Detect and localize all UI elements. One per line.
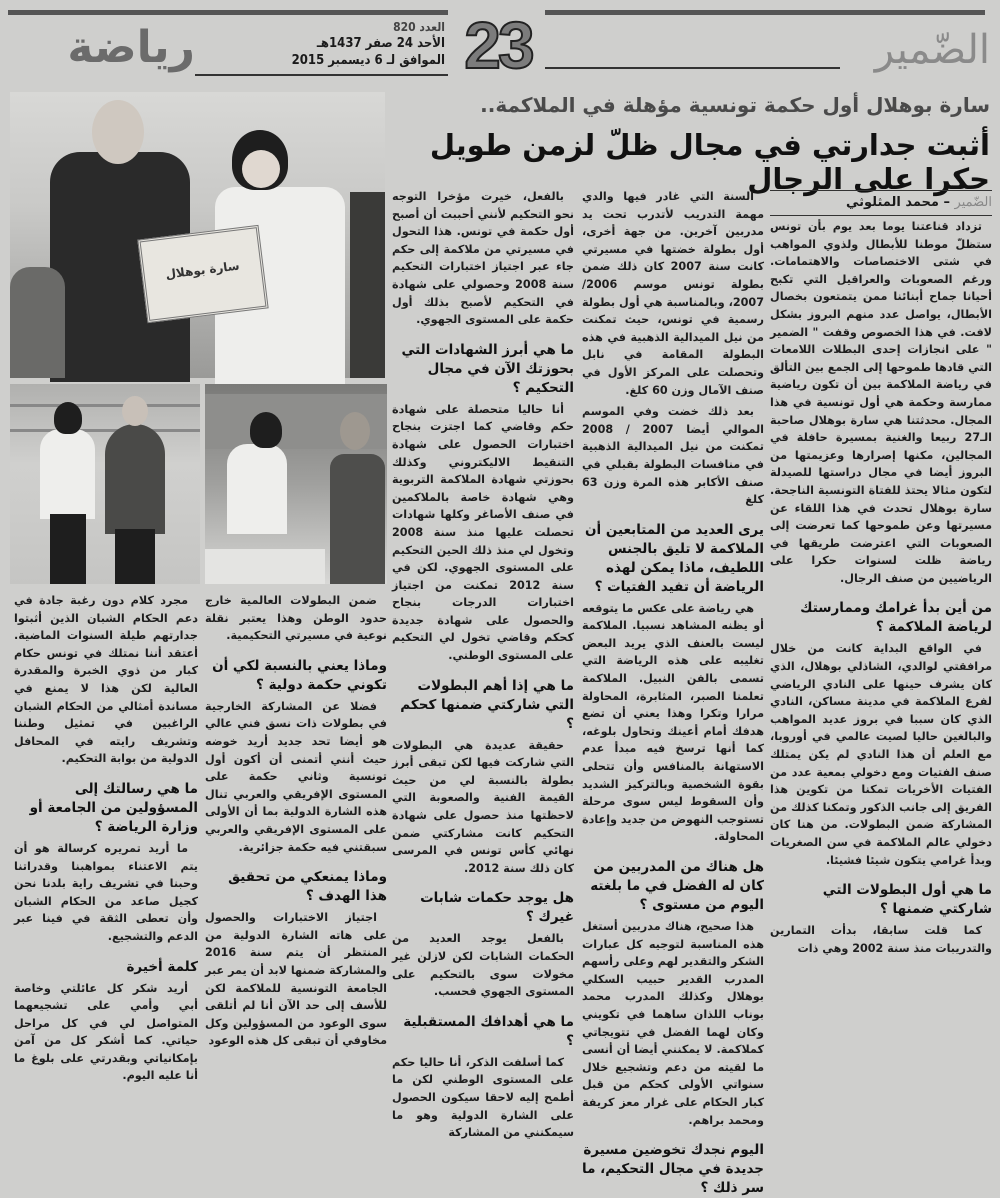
issue-info xyxy=(270,20,445,69)
question-heading: ما هي أول البطولات التي شاركتي ضمنها ؟ xyxy=(822,882,992,918)
question-heading: كلمة أخيرة xyxy=(126,958,198,975)
page-header xyxy=(0,0,1000,88)
photographer-figure xyxy=(350,192,385,378)
section-title: رياضة xyxy=(67,22,195,73)
gregorian-date: الموافق لـ 6 ديسمبر 2015 xyxy=(291,53,445,68)
ring-rope xyxy=(10,429,200,432)
intro-paragraph: تزداد قناعتنا يوما بعد يوم بأن تونس ستظلّ موطنا للأبطال ولذوي المواهب في شتى الاختصاصات والاهتمامات. ورغم الصعوبات والعراقيل التي تكبح أحيانا جماح أبنائنا ممن يتمتعون بخصال الأبطال، يواصل عدد منهم البروز بشكل لافت. في هذا الخصوص وقفت " الضمير " على انجازات إحدى البطلات اللامعات التي قادها طموحها إلى الجمع بين التألق في رياضة الملاكمة بين أن تكون رياضية ممارسة وحكمة هي أول تونسية في هذا المجال. محدثتنا هي سارة بوهلال صاحبة الـ27 ربيعا والغنية بمسيرة حافلة في المجالين، مكنها إصرارها وعزيمتها من البروز أيضا في مجال دراستها للصيدلة لتكون مثالا يحتذ للفتاة التونسية الناجحة. سارة بوهلال تحدث في هذا اللقاء عن مسيرتها وعن طموحها كما تعرضت إلى الصعوبات التي اعترضت طريقها في رياضة ظلت لسنوات حكرا على الرياضيين من صنف الرجال. xyxy=(770,220,992,585)
certificate xyxy=(137,225,268,323)
table xyxy=(205,549,325,584)
man-head-figure xyxy=(92,100,144,164)
answer-paragraph: أريد شكر كل عائلتي وخاصة أبي وأمي على تشجيعهما المتواصل لي في كل مراحل حياتي. كما أشكر كل من آمن بإمكانياتي وبقدرتي على بلوغ ما أنا عليه اليوم. xyxy=(14,981,198,1083)
answer-paragraph: كما قلت سابقا، بدأت التمارين والتدريبات منذ سنة 2002 وهي ذات xyxy=(770,924,992,955)
article-column-4 xyxy=(205,592,387,1064)
page-number: 23 xyxy=(464,8,532,82)
man-head-figure xyxy=(122,396,148,426)
answer-paragraph: ما أريد تمريره كرسالة هو أن يتم الاعتناء بمواهبنا وقدراتنا وحبنا في تشريف راية بلدنا نحن كجيل صاعد من الحكام الشبان وأن تعطى الثقة في فينا عبر الدعم والتشجيع. xyxy=(14,841,198,943)
article-column-2 xyxy=(582,188,764,1197)
boxer-figure xyxy=(330,454,385,584)
man-trousers-figure xyxy=(115,529,155,584)
byline-source: الضّمير xyxy=(954,195,992,210)
question-heading: اليوم نجدك تخوضين مسيرة جديدة في مجال التحكيم، ما سر ذلك ؟ xyxy=(582,1142,764,1197)
answer-paragraph: هذا صحيح، هناك مدربين أستغل هذه المناسبة لتوجيه كل عبارات الشكر والتقدير لهم وعلى رأسهم المدرب القدير حبيب السكلي بوهلال وكذلك المدرب محمد بوناب اللذان ساهما في تكويني وكان لهما الفضل في تتويجاتي كملاكمة. لا يمكنني أيضا أن أنسى ما لقيته من دعم وتشجيع خلال سنواتي الأولى كحكم من قبل كبار الحكام على غرار معز كريفة ومحمد براهم. xyxy=(582,920,764,1127)
question-heading: وماذا يمنعكي من تحقيق هذا الهدف ؟ xyxy=(228,869,387,905)
question-heading: وماذا يعني بالنسبة لكي أن تكوني حكمة دولية ؟ xyxy=(212,657,387,693)
certificate-name: سارة بوهلال xyxy=(164,258,241,282)
answer-paragraph: حقيقة عديدة هي البطولات التي شاركت فيها لكن تبقى أبرز بطولة بالنسبة لي من حيث القيمة الفنية والصعوبة التي لاحظتها منذ حصول على شهادة التحكيم كانت مشاركتي ضمن نهائي كأس تونس في المرسى كان ذلك سنة 2012. xyxy=(392,738,574,875)
photo-glove-check xyxy=(205,384,387,584)
question-heading: هل هناك من المدربين من كان له الفضل في ما بلغته اليوم من مستوى ؟ xyxy=(590,859,764,913)
woman-hijab-figure xyxy=(250,412,282,448)
woman-face-figure xyxy=(242,150,280,188)
answer-paragraph: اجتياز الاختبارات والحصول على هاته الشارة الدولية من المنتظر أن يتم سنة 2016 والمشاركة ضمنها لابد أن يمر عبر الجامعة التونسية للملاكمة لكن للأسف إلى حد الآن أنا لم أتلقى سوى الوعود من المسؤولين وكل مخاوفي أن تبقى كل هذه الوعود xyxy=(205,911,387,1048)
newspaper-logo: الضّمير xyxy=(874,27,990,73)
article-subtitle: سارة بوهلال أول حكمة تونسية مؤهلة في الملاكمة.. xyxy=(480,93,990,117)
issue-number: العدد 820 xyxy=(393,20,445,34)
question-heading: ما هي أبرز الشهادات التي بحوزتك الآن في مجال التحكيم ؟ xyxy=(401,341,574,396)
question-heading: ما هي رسالتك إلى المسؤولين من الجامعة أو وزارة الرياضة ؟ xyxy=(29,780,198,835)
header-rule-left xyxy=(195,74,448,76)
hijri-date: الأحد 24 صفر 1437هـ xyxy=(316,36,445,51)
answer-paragraph: هي رياضة على عكس ما يتوقعه أو يظنه المشاهد نسبيا. الملاكمة ليست بالعنف الذي يريد البعض تغليبه على هذه الرياضة التي تسمى بالفن النبيل. الملاكمة تعلمنا الصبر، المثابرة، المحاولة مرارا وتكرا وهذا يعني أن تضع هدفك أمام أعينك وتحاول بلوغه، كما أنها ترسخ فيه مبدأ عدم الاستهانة بالمنافس وأن تتحلى بقوة الشخصية وبالتركيز الشديد وأن السقوط ليس سوى مرحلة تستوجب النهوض من جديد وإعادة المحاولة. xyxy=(582,601,764,844)
answer-paragraph: بالفعل يوجد العديد من الحكمات الشابات لكن لازلن غير مخولات سوى بالتحكيم على المستوى الجهوي فحسب. xyxy=(392,932,574,999)
header-bar-right xyxy=(545,10,985,15)
woman-hijab-figure xyxy=(54,402,82,434)
man-jacket-figure xyxy=(105,424,165,534)
woman-shirt-figure xyxy=(227,444,287,534)
answer-paragraph: مجرد كلام دون رغبة جادة في دعم الحكام الشبان الذين أثبتوا جدارتهم طيلة السنوات الماضية. أعتقد أننا نمتلك في تونس حكام كبار من ذوي الخبرة والمقدرة العالية لكن هذا لا يمنع في مساندة أمثالي من الحكام الشبان الراغبين في تمثيل وطننا وتشريف رايته في المحافل الدولية من بوابة التحكيم. xyxy=(14,594,198,766)
answer-paragraph: فضلا عن المشاركة الخارجية في بطولات ذات نسق فني عالي هو أيضا تحد جديد أريد خوضه حيث أنني أتمنى أن أكون أول تونسية وثاني حكمة على المستوى الإفريقي والعربي تنال هذه الشارة الدولية بما أن الأولى على المستوى الإفريقي والعربي سبقتني فيه حكمة جزائرية. xyxy=(205,699,387,854)
body-paragraph: بعد ذلك خضت وفي الموسم الموالي أيضا 2007 / 2008 تمكنت من نيل الميدالية الذهبية في منافسات البطولة بقبلي في صنف الأكابر هذه المرة وزن 63 كلغ xyxy=(582,405,764,507)
woman-trousers-figure xyxy=(50,514,86,584)
question-heading: هل يوجد حكمات شابات غيرك ؟ xyxy=(420,890,574,926)
article-headline: أثبت جدارتي في مجال ظلّ لزمن طويل حكرا على الرجال xyxy=(429,128,990,196)
boxer-head-figure xyxy=(340,412,370,450)
answer-paragraph: في الواقع البداية كانت من خلال مرافقتي لوالدي، الشاذلي بوهلال، الذي كان يشرف حينها على النادي الرياضي لفرع الملاكمة في مدينة مساكن، النادي الذي كان سببا في بروز عديد المواهب والبالغين حاليا لصيت عالمي في أوروبا، مع العلم أن هذا النادي لم يكن يمتلك صنف الفتيات ومع دخولي بمعية عدد من الفتيات الأخريات تمكنا من تكوين هذا الفريق إلى جانب الذكور وتمكنا كذلك من المشاركة ضمن البطولات. من هنا كان دخولي عالم الملاكمة في سن الصغريات وبدأ غرامي يتكون شيئا فشيئا. xyxy=(770,642,992,867)
header-rule-right xyxy=(545,67,840,69)
question-heading: ما هي إذا أهم البطولات التي شاركتي ضمنها كحكم ؟ xyxy=(400,677,574,732)
ring-rope xyxy=(10,404,200,407)
article-column-5 xyxy=(14,592,198,1083)
answer-paragraph: ضمن البطولات العالمية خارج حدود الوطن وهذا يعتبر نقلة نوعية في مسيرتي التحكيمية. xyxy=(205,594,387,643)
article-column-3 xyxy=(392,188,575,1140)
byline xyxy=(770,190,992,216)
header-bar-left xyxy=(8,10,448,15)
answer-paragraph: أنا حاليا متحصلة على شهادة حكم وقاضي كما اجتزت بنجاح اختبارات الحصول على شهادة التنقيط الاليكتروني وكذلك بحوزتي شهادة الملاكمة التربوية وهي شهادة خاصة بالملاكمين في صنف الأصاغر وكلها شهادات تحصلت عليها منذ سنة 2008 وتخول لي منذ ذلك الحين التحكيم على المستوى الجهوي. لكن في سنة 2012 تمكنت من اجتياز اختبارات الدرجات بنجاح والحصول على شهادة جديدة كحكم وقاضي تخول لي التحكيم على المستوى الوطني. xyxy=(392,402,575,663)
seated-man-figure xyxy=(10,267,65,378)
answer-paragraph: كما أسلفت الذكر، أنا حاليا حكم على المستوى الوطني لكن ما أطمح إليه لاحقا سيكون الحصول على الشارة الدولية وهو ما سيمكنني من المشاركة xyxy=(392,1055,574,1140)
question-heading: يرى العديد من المتابعين أن الملاكمة لا تليق بالجنس اللطيف، ماذا يمكن لهذه الرياضة أن تفيد الفتيات ؟ xyxy=(585,521,764,595)
body-paragraph: السنة التي غادر فيها والدي مهمة التدريب لأتدرب تحت يد مدربين آخرين. من جهة أخرى، أول بطولة خضتها في مسيرتي كانت سنة 2007 كان ذلك ضمن بطولة تونس موسم 2006/ 2007، وبالمناسبة هي أول بطولة رسمية في تونس، حيث تمكنت من نيل الميدالية الذهبية في هذه البطولة المقامة في نابل وتحصلت على المركز الأول في صنف الآمال وزن 60 كلغ. xyxy=(582,190,764,397)
woman-shirt-figure xyxy=(40,429,95,519)
question-heading: من أين بدأ غرامك وممارستك لرياضة الملاكمة ؟ xyxy=(800,600,992,636)
question-heading: ما هي أهدافك المستقبلية ؟ xyxy=(403,1013,574,1049)
article-column-1 xyxy=(770,218,992,1064)
answer-paragraph: بالفعل، خيرت مؤخرا التوجه نحو التحكيم لأنني أحببت أن أصبح أول حكمة في تونس. هذا التحول في مسيرتي من ملاكمة إلى حكم جاء عبر اجتياز اختبارات التحكيم سنة 2008 وحصولي على شهادة في التحكيم لأصبح بذلك أول حكمة على المستوى الجهوي. xyxy=(392,190,574,327)
photo-medal-ceremony xyxy=(10,384,200,584)
byline-author: – محمد المثلوثي xyxy=(845,195,950,210)
